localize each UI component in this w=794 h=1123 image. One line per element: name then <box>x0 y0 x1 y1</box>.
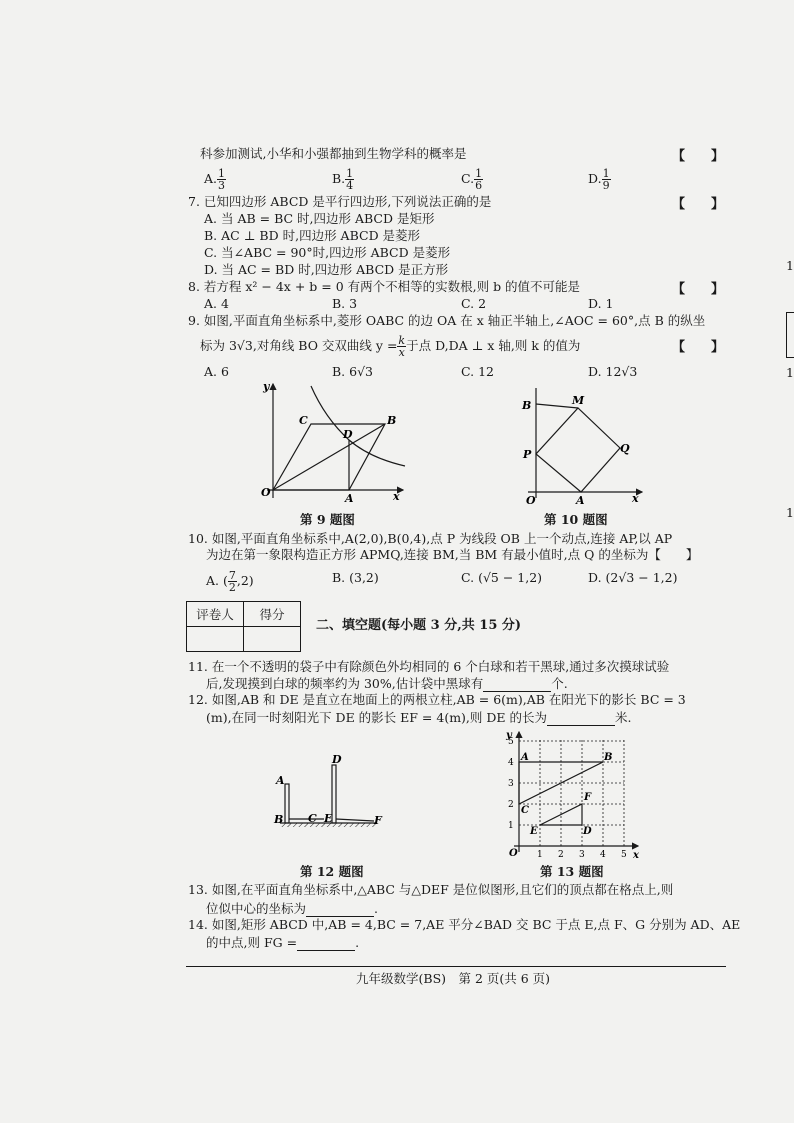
fig13-label-e: E <box>530 826 538 837</box>
q10-stem-line2: 为边在第一象限构造正方形 APMQ,连接 BM,当 BM 有最小值时,点 Q 的坐标为【 】 <box>206 547 699 562</box>
fig13-caption: 第 13 题图 <box>540 864 604 879</box>
q13-answer-blank[interactable] <box>306 900 374 917</box>
q13-line2: 位似中心的坐标为 . <box>206 901 378 916</box>
q13-line1: 13. 如图,在平面直角坐标系中,△ABC 与△DEF 是位似图形,且它们的顶点都在格点上,则 <box>188 882 674 897</box>
q11-line2: 后,发现摸到白球的频率约为 30%,估计袋中黑球有 个. <box>206 676 568 691</box>
fig9-label-x: x <box>393 490 400 503</box>
fig10-label-a: A <box>576 494 585 507</box>
q6-answer-bracket: 【 】 <box>672 149 725 164</box>
fig10-label-o: O <box>526 494 536 507</box>
q8-option-c: C. 2 <box>461 296 487 311</box>
figure-9 <box>255 378 415 503</box>
q6-option-c: C. $\frac{1}{6}$ <box>461 167 483 192</box>
fig9-caption: 第 9 题图 <box>300 512 355 527</box>
fig13-label-c: C <box>521 805 529 816</box>
q11-answer-blank[interactable] <box>483 675 551 692</box>
fig13-xtick-1: 1 <box>537 850 543 860</box>
fig12-label-c: C <box>308 812 317 825</box>
figure-13 <box>500 728 650 864</box>
q10-option-d: D. (2√3 − 1,2) <box>588 570 678 585</box>
fig12-label-d: D <box>332 753 342 766</box>
fig12-pole-ab <box>285 784 289 823</box>
grade-table-score-header: 得分 <box>244 602 301 627</box>
fig12-label-f: F <box>374 814 382 827</box>
fig10-label-x: x <box>632 492 639 505</box>
q14-line1: 14. 如图,矩形 ABCD 中,AB = 4,BC = 7,AE 平分∠BAD 交 BC 于点 E,点 F、G 分别为 AD、AE <box>188 917 741 932</box>
q8-option-b: B. 3 <box>332 296 358 311</box>
margin-mark-3: 1 <box>786 505 794 520</box>
q6-option-d: D. $\frac{1}{9}$ <box>588 167 610 192</box>
fig9-label-b: B <box>387 414 397 427</box>
q12-line1: 12. 如图,AB 和 DE 是直立在地面上的两根立柱,AB = 6(m),AB 在阳光下的影长 BC = 3 <box>188 692 686 707</box>
fig9-label-o: O <box>261 486 271 499</box>
fig9-label-a: A <box>345 492 354 503</box>
grade-table-reviewer-cell[interactable] <box>187 627 244 652</box>
q6-option-a: A. $\frac{1}{3}$ <box>204 167 226 192</box>
fig13-ytick-1: 1 <box>508 821 514 831</box>
grade-table-reviewer-header: 评卷人 <box>187 602 244 627</box>
fig10-label-b: B <box>522 399 532 412</box>
q8-stem: 8. 若方程 x² − 4x + b = 0 有两个不相等的实数根,则 b 的值不可能是 <box>188 279 581 294</box>
q8-answer-bracket: 【 】 <box>672 282 725 297</box>
fig9-diagonal-bo <box>273 424 385 490</box>
q6-stem: 科参加测试,小华和小强都抽到生物学科的概率是 <box>200 146 467 161</box>
margin-mark-1: 1 <box>786 258 794 273</box>
q9-answer-bracket: 【 】 <box>672 340 725 355</box>
margin-mark-2: 1 <box>786 365 794 380</box>
q9-stem-line2: 标为 3√3,对角线 BO 交双曲线 y = $\frac{k}{x}$ 于点 D,DA ⊥ x 轴,则 k 的值为 <box>200 334 581 359</box>
q12-line2: (m),在同一时刻阳光下 DE 的影长 EF = 4(m),则 DE 的长为 米. <box>206 710 632 725</box>
section-2-title: 二、填空题(每小题 3 分,共 15 分) <box>316 618 522 633</box>
q9-stem-line1: 9. 如图,平面直角坐标系中,菱形 OABC 的边 OA 在 x 轴正半轴上,∠AOC = 60°,点 B 的纵坐 <box>188 313 706 328</box>
footer-rule <box>186 966 726 967</box>
q10-option-c: C. (√5 − 1,2) <box>461 570 543 585</box>
fig10-label-m: M <box>572 394 585 407</box>
fig10-square-apmq <box>536 408 620 492</box>
q9-option-c: C. 12 <box>461 364 494 379</box>
fig10-label-q: Q <box>620 442 630 455</box>
q6-option-b: B. $\frac{1}{4}$ <box>332 167 354 192</box>
q9-option-b: B. 6√3 <box>332 364 374 379</box>
fig13-xtick-3: 3 <box>579 850 585 860</box>
figure-12 <box>266 752 386 832</box>
fig13-ytick-3: 3 <box>508 779 514 789</box>
margin-bracket <box>786 312 794 358</box>
fig13-label-x: x <box>633 850 639 861</box>
fig9-label-c: C <box>299 414 308 427</box>
fig12-shadow-ef <box>336 819 374 821</box>
q10-option-b: B. (3,2) <box>332 570 379 585</box>
q11-line1: 11. 在一个不透明的袋子中有除颜色外均相同的 6 个白球和若干黑球,通过多次摸球试验 <box>188 659 670 674</box>
fig12-label-e: E <box>324 812 333 825</box>
fig13-label-y: y <box>506 730 512 741</box>
q7-answer-bracket: 【 】 <box>672 197 725 212</box>
q14-answer-blank[interactable] <box>297 934 355 951</box>
q7-stem: 7. 已知四边形 ABCD 是平行四边形,下列说法正确的是 <box>188 194 492 209</box>
q7-option-b: B. AC ⊥ BD 时,四边形 ABCD 是菱形 <box>204 228 421 243</box>
fig13-label-o: O <box>509 848 518 859</box>
fig13-xtick-5: 5 <box>621 850 627 860</box>
q10-stem-line1: 10. 如图,平面直角坐标系中,A(2,0),B(0,4),点 P 为线段 OB 上一个动点,连接 AP,以 AP <box>188 531 673 546</box>
grade-table-score-cell[interactable] <box>244 627 301 652</box>
q7-option-a: A. 当 AB = BC 时,四边形 ABCD 是矩形 <box>204 211 435 226</box>
fig13-label-d: D <box>583 826 592 837</box>
q8-option-d: D. 1 <box>588 296 614 311</box>
q7-option-c: C. 当∠ABC = 90°时,四边形 ABCD 是菱形 <box>204 245 451 260</box>
fig13-label-f: F <box>584 792 592 803</box>
q8-option-a: A. 4 <box>204 296 229 311</box>
fig9-label-d: D <box>343 428 353 441</box>
fig13-ytick-4: 4 <box>508 758 514 768</box>
q14-line2: 的中点,则 FG = . <box>206 935 360 950</box>
fig12-label-b: B <box>274 813 284 826</box>
q12-answer-blank[interactable] <box>547 709 615 726</box>
fig12-label-a: A <box>276 774 285 787</box>
figure-10 <box>518 382 658 508</box>
q9-option-a: A. 6 <box>204 364 229 379</box>
fig13-xtick-2: 2 <box>558 850 564 860</box>
fig12-pole-de <box>332 765 336 823</box>
fig13-label-b: B <box>604 752 613 763</box>
fig13-xtick-4: 4 <box>600 850 606 860</box>
fig13-ytick-2: 2 <box>508 800 514 810</box>
q10-option-a: A. ( $\frac{7}{2}$ ,2) <box>206 569 254 594</box>
fig9-label-y: y <box>263 380 270 393</box>
grade-table <box>186 601 301 652</box>
fig12-caption: 第 12 题图 <box>300 864 364 879</box>
fig10-caption: 第 10 题图 <box>544 512 608 527</box>
fig13-ytick-5: 5 <box>508 737 514 747</box>
fig13-label-a: A <box>521 752 529 763</box>
fig10-label-p: P <box>523 448 532 461</box>
q7-option-d: D. 当 AC = BD 时,四边形 ABCD 是正方形 <box>204 262 449 277</box>
page-footer: 九年级数学(BS) 第 2 页(共 6 页) <box>356 971 551 986</box>
q9-option-d: D. 12√3 <box>588 364 638 379</box>
